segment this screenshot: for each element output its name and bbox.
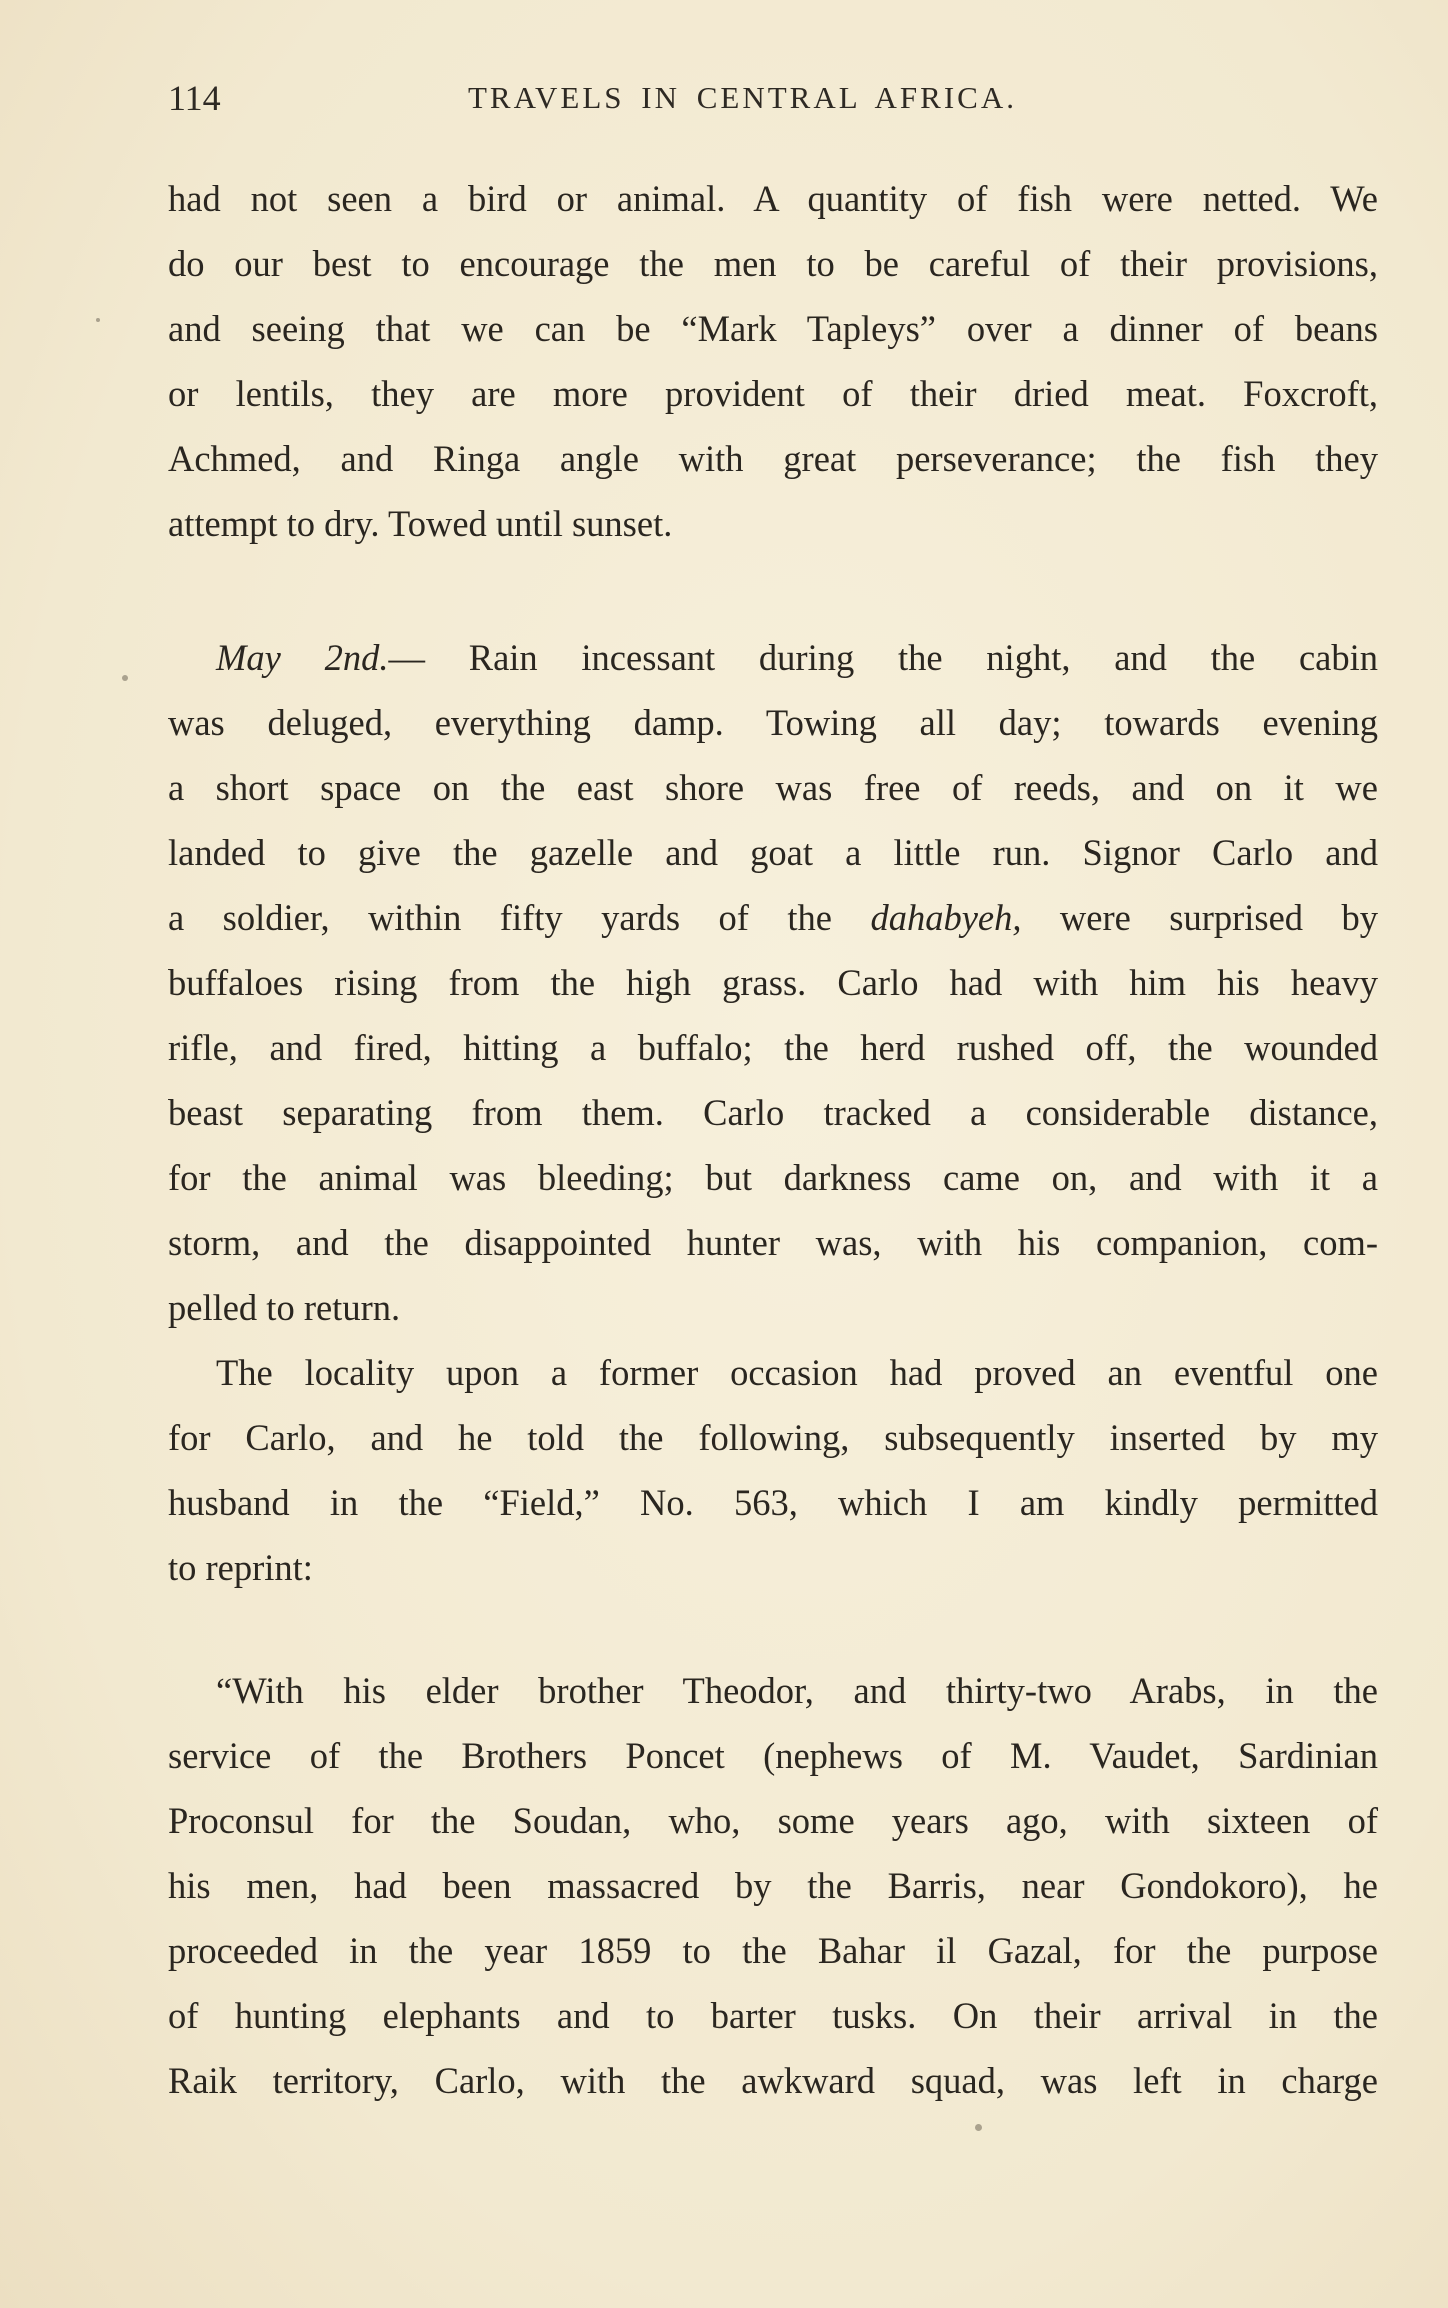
text-line: buffaloes rising from the high grass. Carlo had with him his heavy — [168, 962, 1378, 1003]
text-line: rifle, and fired, hitting a buffalo; the herd rushed off, the wounded — [168, 1027, 1378, 1068]
text-segment: a soldier, within fifty yards of the — [168, 897, 871, 938]
text-line: for Carlo, and he told the following, subsequently inserted by my — [168, 1417, 1378, 1458]
text-line: do our best to encourage the men to be careful of their provisions, — [168, 243, 1378, 284]
text-line: landed to give the gazelle and goat a little run. Signor Carlo and — [168, 832, 1378, 873]
text-line: attempt to dry. Towed until sunset. — [168, 503, 673, 544]
text-segment: were surprised by — [1021, 897, 1378, 938]
text-line: had not seen a bird or animal. A quantity of fish were netted. We — [168, 178, 1378, 219]
paper-speck — [96, 318, 100, 322]
text-line: for the animal was bleeding; but darkness came on, and with it a — [168, 1157, 1378, 1198]
entry-date: May 2nd. — [216, 637, 389, 678]
text-line-with-italic — [168, 885, 1378, 950]
text-line: was deluged, everything damp. Towing all day; towards evening — [168, 702, 1378, 743]
paragraph-start-line: The locality upon a former occasion had proved an eventful one — [216, 1352, 1378, 1393]
paragraph-continued — [168, 166, 1378, 556]
text-line: pelled to return. — [168, 1287, 401, 1328]
quoted-narrative — [168, 1658, 1378, 2113]
page-number: 114 — [168, 78, 221, 118]
text-line: and seeing that we can be “Mark Tapleys” over a dinner of beans — [168, 308, 1378, 349]
text-line: husband in the “Field,” No. 563, which I am kindly permitted — [168, 1482, 1378, 1523]
text-line: service of the Brothers Poncet (nephews of M. Vaudet, Sardinian — [168, 1735, 1378, 1776]
text-line: Achmed, and Ringa angle with great perseverance; the fish they — [168, 438, 1378, 479]
paper-speck — [122, 675, 128, 681]
page-header — [168, 68, 1378, 128]
text-line: beast separating from them. Carlo tracked a considerable distance, — [168, 1092, 1378, 1133]
text-line: a short space on the east shore was free of reeds, and on it we — [168, 767, 1378, 808]
text-line: of hunting elephants and to barter tusks. On their arrival in the — [168, 1995, 1378, 2036]
text-line: Raik territory, Carlo, with the awkward squad, was left in charge — [168, 2060, 1378, 2101]
entry-first-line-text: — Rain incessant during the night, and the cabin — [388, 637, 1379, 678]
running-title: TRAVELS IN CENTRAL AFRICA. — [468, 80, 1017, 115]
entry-first-line — [168, 625, 1378, 690]
text-line: to reprint: — [168, 1547, 313, 1588]
text-line: proceeded in the year 1859 to the Bahar il Gazal, for the purpose — [168, 1930, 1378, 1971]
italic-word-dahabyeh: dahabyeh, — [870, 897, 1022, 938]
text-line: storm, and the disappointed hunter was, with his companion, com- — [168, 1222, 1378, 1263]
paper-speck — [975, 2124, 982, 2131]
quote-first-line: “With his elder brother Theodor, and thirty-two Arabs, in the — [216, 1670, 1378, 1711]
text-line: Proconsul for the Soudan, who, some years ago, with sixteen of — [168, 1800, 1378, 1841]
diary-entry-may-2nd — [168, 625, 1378, 1600]
text-line: or lentils, they are more provident of their dried meat. Foxcroft, — [168, 373, 1378, 414]
text-line: his men, had been massacred by the Barris, near Gondokoro), he — [168, 1865, 1378, 1906]
